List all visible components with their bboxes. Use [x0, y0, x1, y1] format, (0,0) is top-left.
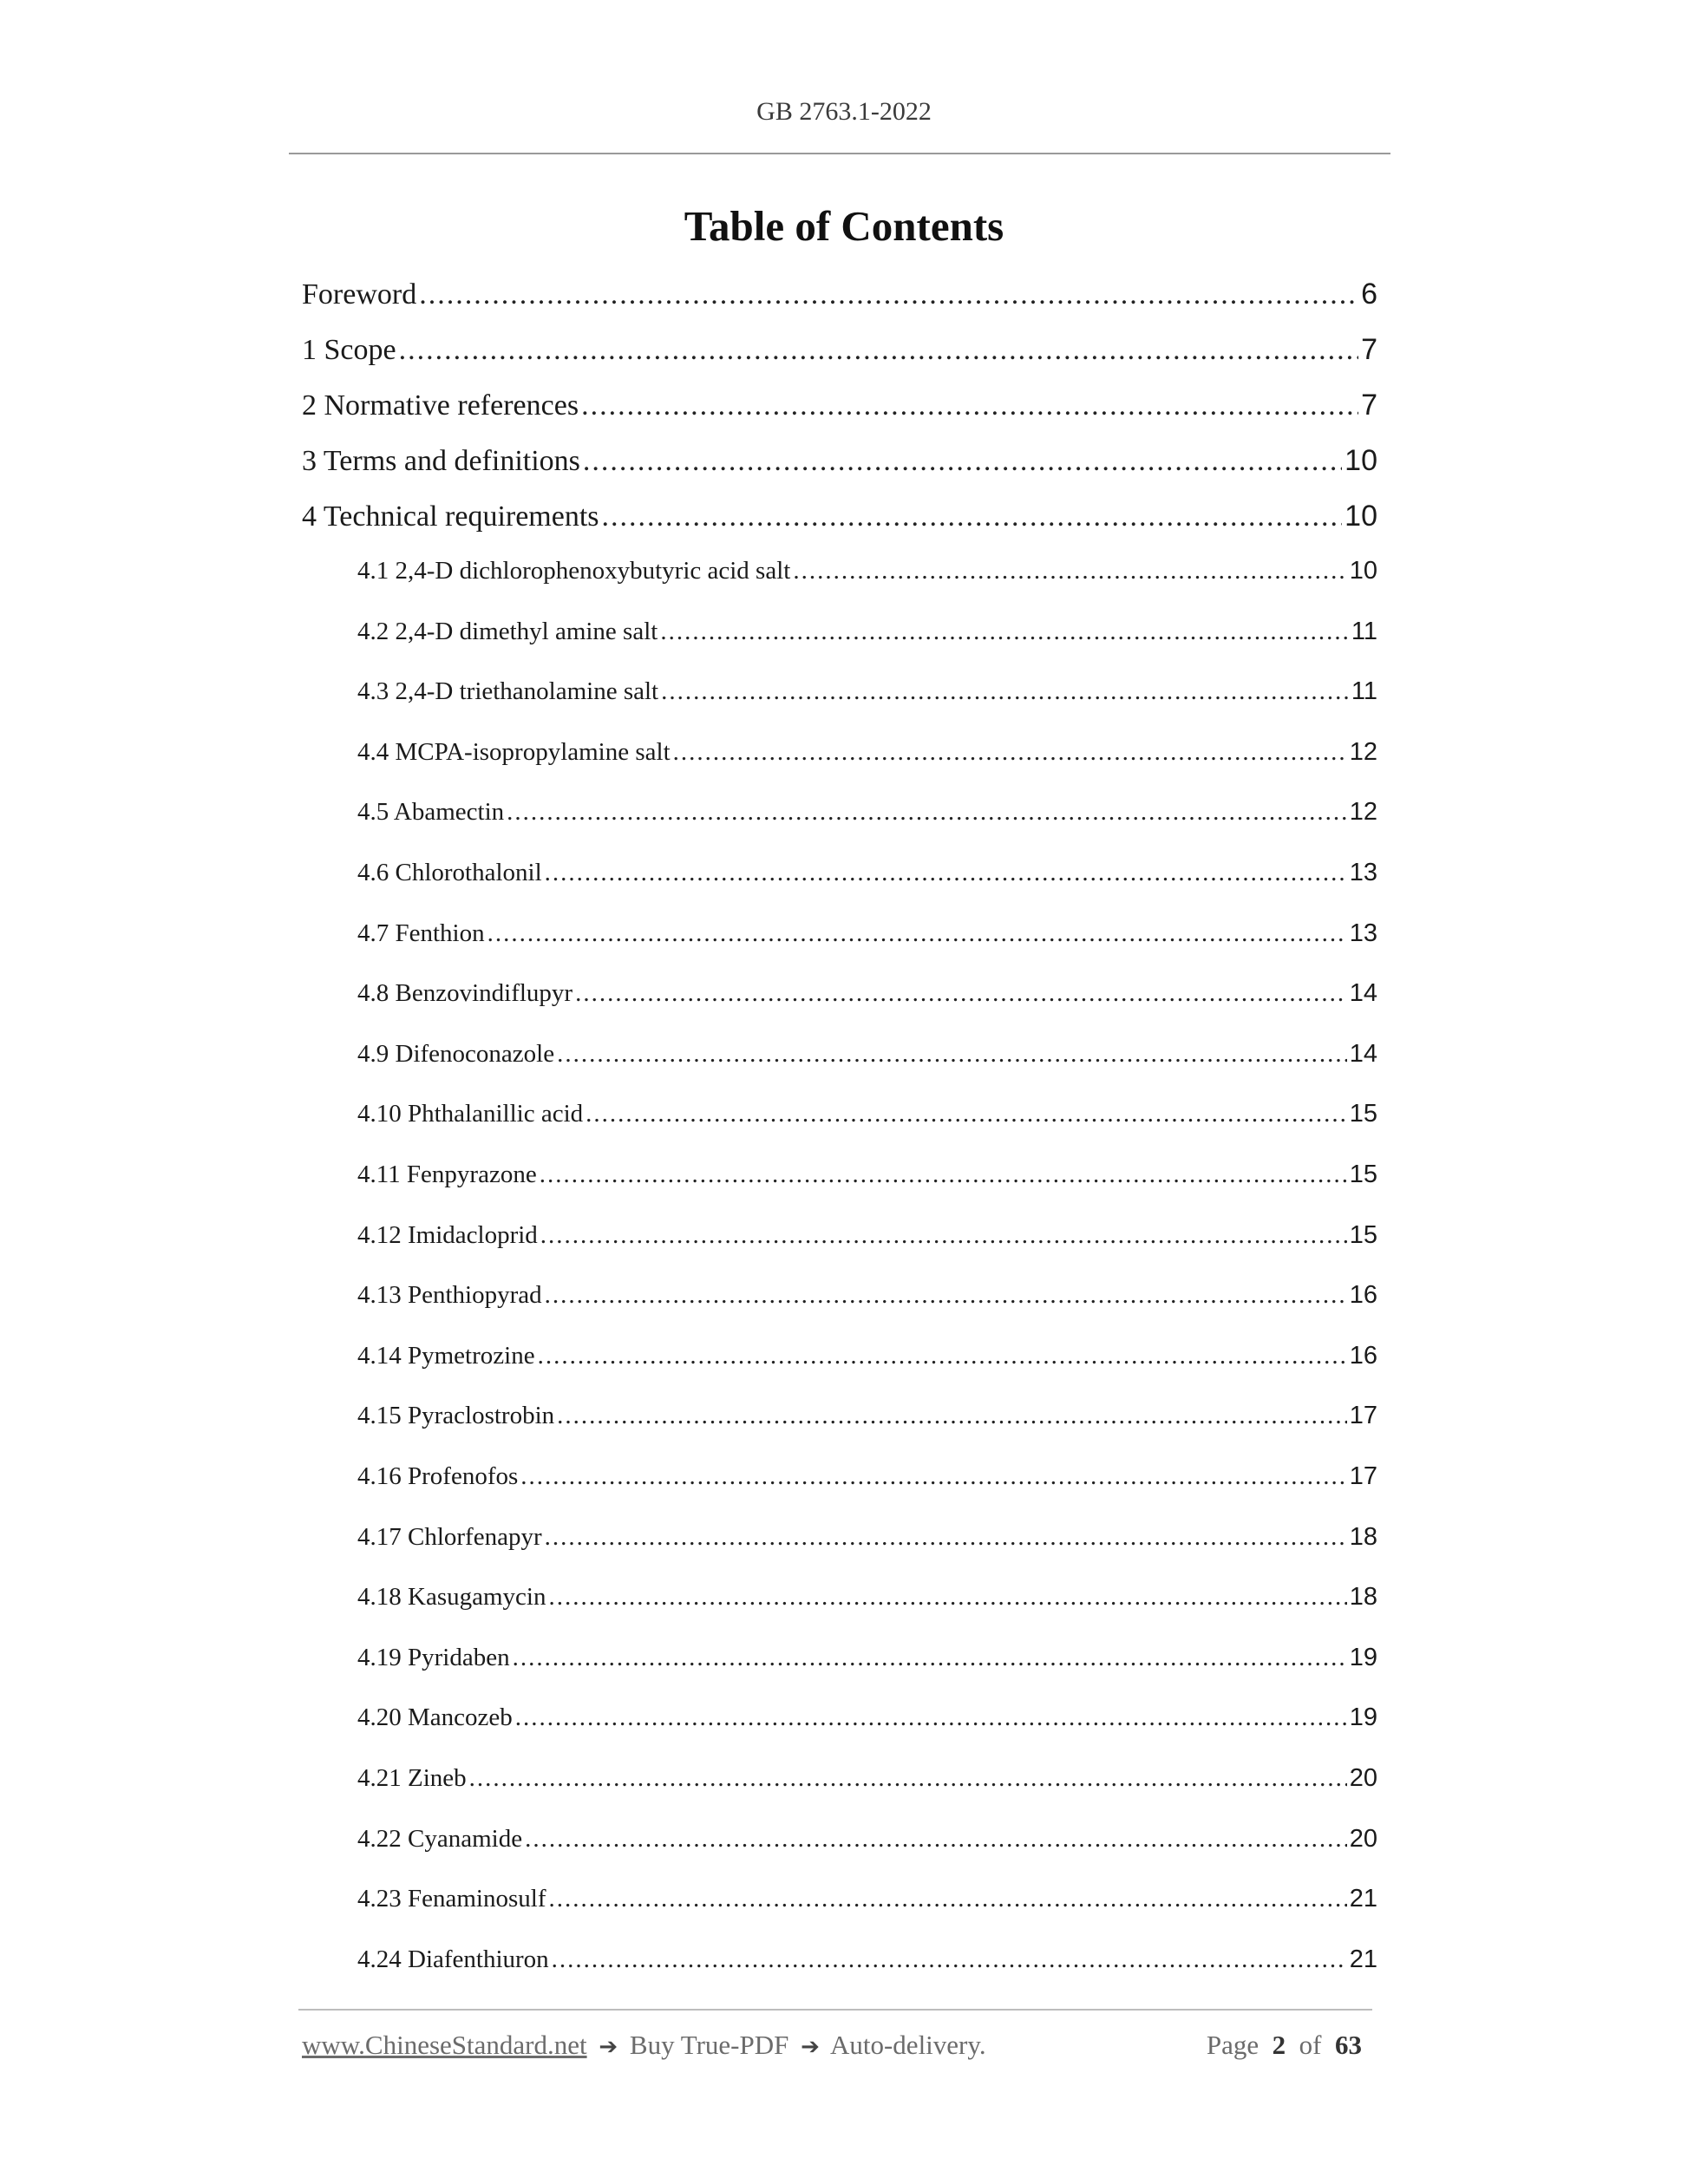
toc-entry-page-number: 10 — [1349, 557, 1377, 585]
toc-entry-label: 4.2 2,4-D dimethyl amine salt — [357, 617, 658, 645]
dot-leader — [602, 500, 1343, 533]
dot-leader — [513, 1644, 1347, 1672]
toc-entry[interactable] — [357, 1161, 1377, 1189]
dot-leader — [538, 1342, 1347, 1370]
dot-leader — [673, 738, 1347, 767]
dot-leader — [419, 278, 1358, 311]
page-title: Table of Contents — [684, 202, 1004, 250]
dot-leader — [557, 1040, 1347, 1069]
toc-entry-label: 4.14 Pymetrozine — [357, 1341, 535, 1370]
toc-entry-page-number: 14 — [1349, 979, 1377, 1008]
toc-entry-page-number: 10 — [1345, 444, 1377, 477]
page-indicator — [1207, 2030, 1362, 2061]
toc-entry[interactable] — [357, 1523, 1377, 1552]
toc-entry-label: 4.1 2,4-D dichlorophenoxybutyric acid salt — [357, 557, 791, 585]
dot-leader — [540, 1221, 1347, 1250]
toc-entry[interactable] — [357, 1825, 1377, 1854]
website-link[interactable]: www.ChineseStandard.net — [302, 2030, 587, 2060]
toc-entry[interactable] — [357, 738, 1377, 767]
header-divider — [289, 153, 1390, 154]
toc-entry-label: 4.23 Fenaminosulf — [357, 1885, 546, 1913]
toc-entry-page-number: 15 — [1349, 1161, 1377, 1188]
toc-entry-label: 4.18 Kasugamycin — [357, 1583, 546, 1612]
toc-entry-page-number: 7 — [1361, 333, 1377, 366]
toc-entry[interactable] — [357, 1100, 1377, 1128]
toc-entry[interactable] — [357, 979, 1377, 1008]
toc-entry-page-number: 18 — [1349, 1522, 1377, 1551]
dot-leader — [399, 334, 1358, 367]
dot-leader — [545, 1523, 1347, 1552]
dot-leader — [548, 1583, 1346, 1612]
toc-entry-label: 4.24 Diafenthiuron — [357, 1945, 549, 1973]
dot-leader — [549, 1885, 1347, 1913]
toc-entry-page-number: 17 — [1349, 1402, 1377, 1430]
toc-entry-page-number: 19 — [1349, 1703, 1377, 1732]
toc-entry-label: 4.10 Phthalanillic acid — [357, 1100, 584, 1128]
toc-entry-label: 4.3 2,4-D triethanolamine salt — [357, 677, 659, 706]
dot-leader — [660, 618, 1349, 646]
toc-entry-label: 4.21 Zineb — [357, 1764, 467, 1792]
toc-entry-page-number: 15 — [1349, 1220, 1377, 1249]
dot-leader — [545, 859, 1347, 887]
current-page-number: 2 — [1272, 2030, 1286, 2060]
dot-leader — [515, 1703, 1347, 1732]
toc-entry[interactable] — [357, 618, 1377, 646]
of-word: of — [1299, 2030, 1322, 2060]
toc-entry[interactable] — [302, 444, 1377, 478]
dot-leader — [575, 979, 1347, 1008]
toc-entry-label: 4.13 Penthiopyrad — [357, 1281, 542, 1310]
toc-entry-label: 4.9 Difenoconazole — [357, 1039, 555, 1068]
toc-entry-label: 4.12 Imidacloprid — [357, 1220, 538, 1249]
dot-leader — [507, 798, 1347, 827]
toc-entry[interactable] — [357, 557, 1377, 585]
toc-entry-page-number: 14 — [1349, 1039, 1377, 1068]
toc-entry-page-number: 6 — [1361, 278, 1377, 311]
toc-entry[interactable] — [302, 500, 1377, 533]
toc-entry-page-number: 13 — [1349, 859, 1377, 886]
toc-entry-page-number: 21 — [1349, 1885, 1377, 1913]
toc-entry-label: 4.20 Mancozeb — [357, 1703, 513, 1732]
toc-entry[interactable] — [357, 798, 1377, 827]
toc-entry-page-number: 20 — [1349, 1764, 1377, 1792]
toc-entry-label: 4.19 Pyridaben — [357, 1643, 510, 1671]
toc-entry-label: Foreword — [302, 278, 417, 311]
dot-leader — [545, 1281, 1347, 1310]
toc-entry[interactable] — [302, 333, 1377, 367]
toc-entry[interactable] — [357, 1221, 1377, 1250]
toc-entry-page-number: 7 — [1361, 389, 1377, 422]
dot-leader — [520, 1462, 1346, 1491]
toc-entry-page-number: 18 — [1349, 1583, 1377, 1612]
toc-entry[interactable] — [357, 1945, 1377, 1974]
toc-entry-page-number: 20 — [1349, 1824, 1377, 1853]
dot-leader — [552, 1945, 1347, 1974]
page-word: Page — [1206, 2030, 1259, 2060]
toc-entry-label: 4.11 Fenpyrazone — [357, 1161, 537, 1188]
toc-entry-label: 4.5 Abamectin — [357, 798, 505, 827]
toc-entry-label: 4.4 MCPA-isopropylamine salt — [357, 737, 671, 766]
toc-entry-label: 4.15 Pyraclostrobin — [357, 1402, 555, 1430]
toc-entry-page-number: 21 — [1349, 1945, 1377, 1973]
toc-entry[interactable] — [357, 677, 1377, 706]
dot-leader — [793, 557, 1346, 585]
toc-entry[interactable] — [302, 278, 1377, 311]
toc-entry-page-number: 16 — [1349, 1281, 1377, 1310]
toc-entry[interactable] — [357, 1342, 1377, 1370]
toc-entry-label: 3 Terms and definitions — [302, 445, 580, 477]
toc-entry[interactable] — [357, 1703, 1377, 1732]
buy-true-pdf-text: Buy True-PDF — [629, 2030, 789, 2060]
auto-delivery-text: Auto-delivery. — [829, 2030, 986, 2060]
toc-entry-page-number: 15 — [1349, 1100, 1377, 1128]
toc-entry[interactable] — [357, 1462, 1377, 1491]
dot-leader — [557, 1402, 1347, 1430]
toc-entry-page-number: 17 — [1349, 1462, 1377, 1490]
dot-leader — [586, 1100, 1347, 1128]
dot-leader — [661, 677, 1349, 706]
document-number-header: GB 2763.1-2022 — [756, 97, 932, 126]
toc-entry-page-number: 12 — [1349, 798, 1377, 827]
toc-entry-label: 4.22 Cyanamide — [357, 1824, 523, 1853]
toc-entry-label: 4.16 Profenofos — [357, 1462, 519, 1490]
toc-entry[interactable] — [357, 1885, 1377, 1913]
toc-entry-page-number: 11 — [1351, 617, 1377, 645]
toc-entry[interactable] — [357, 1402, 1377, 1430]
toc-entry[interactable] — [357, 1644, 1377, 1672]
toc-entry-label: 2 Normative references — [302, 389, 579, 422]
right-arrow-icon: ➔ — [801, 2034, 820, 2060]
footer-divider — [298, 2009, 1372, 2011]
dot-leader — [583, 445, 1342, 478]
toc-entry[interactable] — [357, 1281, 1377, 1310]
toc-entry-label: 4.17 Chlorfenapyr — [357, 1522, 542, 1551]
toc-entry-label: 4.6 Chlorothalonil — [357, 859, 542, 886]
total-pages-number: 63 — [1335, 2030, 1362, 2060]
toc-entry-label: 4.7 Fenthion — [357, 919, 485, 947]
toc-entry[interactable] — [357, 859, 1377, 887]
toc-entry-page-number: 16 — [1349, 1341, 1377, 1370]
dot-leader — [469, 1764, 1347, 1793]
toc-entry-label: 4.8 Benzovindiflupyr — [357, 979, 573, 1008]
toc-entry-label: 1 Scope — [302, 334, 396, 366]
dot-leader — [525, 1825, 1347, 1854]
toc-entry-label: 4 Technical requirements — [302, 500, 599, 533]
toc-entry-page-number: 19 — [1349, 1643, 1377, 1671]
toc-entry[interactable] — [357, 919, 1377, 948]
toc-entry[interactable] — [302, 389, 1377, 422]
toc-entry-page-number: 13 — [1349, 919, 1377, 947]
toc-entry[interactable] — [357, 1583, 1377, 1612]
footer-promo — [302, 2030, 986, 2061]
dot-leader — [487, 919, 1347, 948]
right-arrow-icon: ➔ — [599, 2034, 618, 2060]
toc-entry[interactable] — [357, 1764, 1377, 1793]
toc-entry-page-number: 11 — [1351, 677, 1377, 706]
toc-entry-page-number: 12 — [1349, 737, 1377, 766]
toc-entry[interactable] — [357, 1040, 1377, 1069]
toc-entry-page-number: 10 — [1345, 500, 1377, 533]
dot-leader — [540, 1161, 1347, 1189]
dot-leader — [581, 389, 1358, 422]
